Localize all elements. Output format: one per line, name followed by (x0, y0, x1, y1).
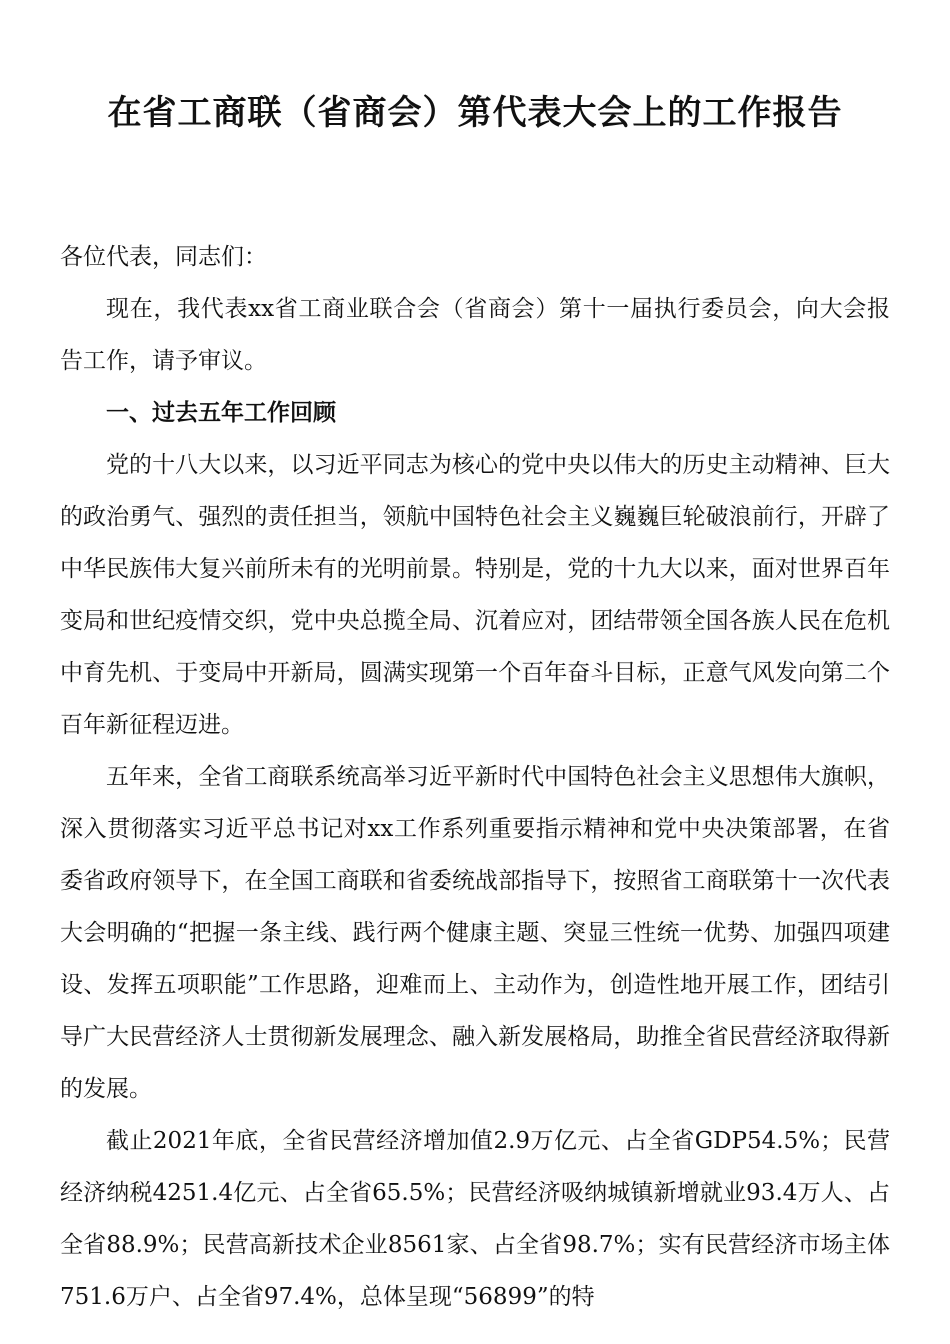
document-body (60, 231, 890, 1323)
body-paragraph-1: 党的十八大以来，以习近平同志为核心的党中央以伟大的历史主动精神、巨大的政治勇气、强烈的责任担当，领航中国特色社会主义巍巍巨轮破浪前行，开辟了中华民族伟大复兴前所未有的光明前景。特别是，党的十九大以来，面对世界百年变局和世纪疫情交织，党中央总揽全局、沉着应对，团结带领全国各族人民在危机中育先机、于变局中开新局，圆满实现第一个百年奋斗目标，正意气风发向第二个百年新征程迈进。 (60, 452, 890, 738)
opening-paragraph: 现在，我代表xx省工商业联合会（省商会）第十一届执行委员会，向大会报告工作，请予审议。 (60, 296, 890, 374)
body-paragraph-2: 五年来，全省工商联系统高举习近平新时代中国特色社会主义思想伟大旗帜，深入贯彻落实习近平总书记对xx工作系列重要指示精神和党中央决策部署，在省委省政府领导下，在全国工商联和省委统战部指导下，按照省工商联第十一次代表大会明确的“把握一条主线、践行两个健康主题、突显三性统一优势、加强四项建设、发挥五项职能”工作思路，迎难而上、主动作为，创造性地开展工作，团结引导广大民营经济人士贯彻新发展理念、融入新发展格局，助推全省民营经济取得新的发展。 (60, 764, 890, 1102)
body-paragraph-3: 截止2021年底，全省民营经济增加值2.9万亿元、占全省GDP54.5%；民营经济纳税4251.4亿元、占全省65.5%；民营经济吸纳城镇新增就业93.4万人、占全省88.9%；民营高新技术企业8561家、占全省98.7%；实有民营经济市场主体751.6万户、占全省97.4%，总体呈现“56899”的特 (60, 1128, 890, 1310)
document-title: 在省工商联（省商会）第代表大会上的工作报告 (107, 93, 843, 133)
section-heading: 一、过去五年工作回顾 (106, 399, 336, 426)
salutation: 各位代表，同志们： (60, 244, 267, 270)
